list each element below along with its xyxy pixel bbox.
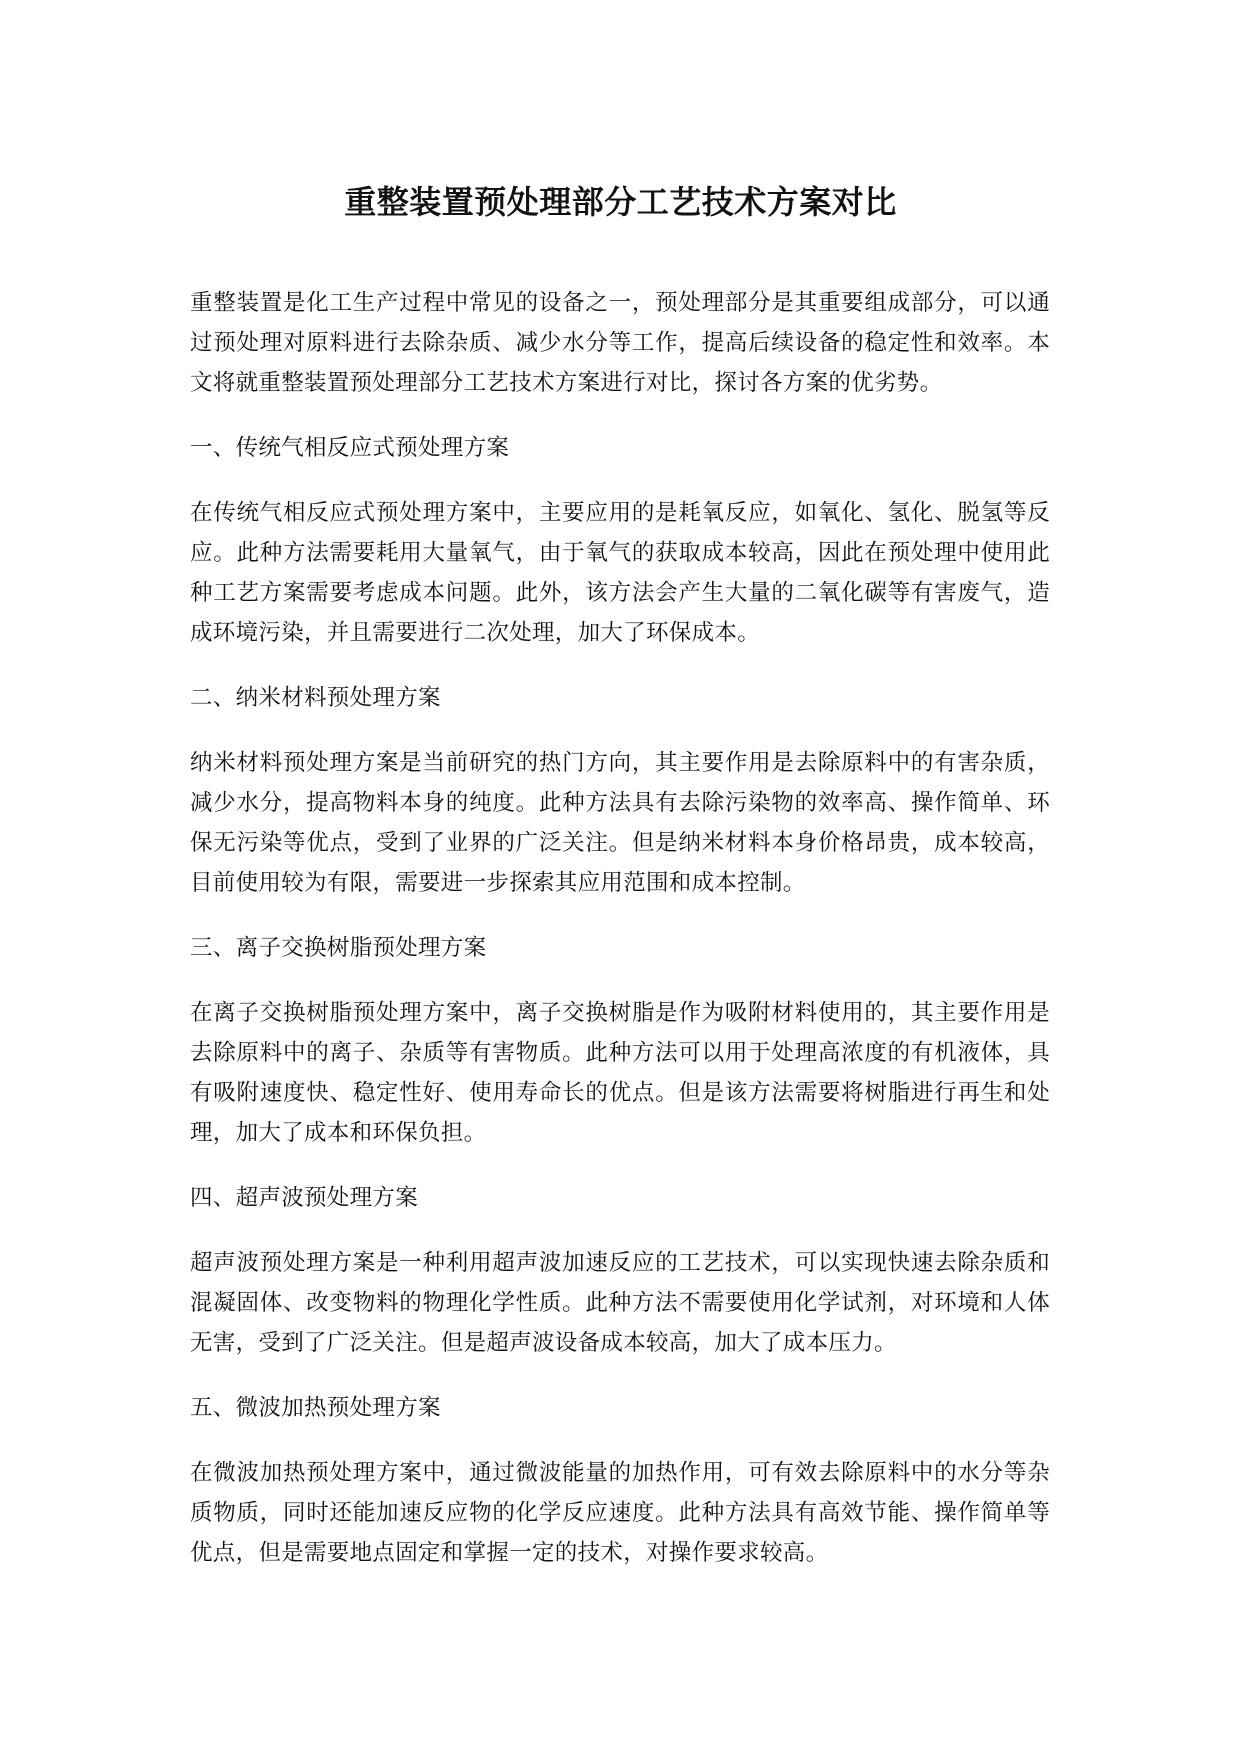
section-heading-2: 二、纳米材料预处理方案 xyxy=(190,685,441,711)
document-body xyxy=(190,283,1050,1598)
section-heading-1: 一、传统气相反应式预处理方案 xyxy=(190,435,510,461)
section-heading-3: 三、离子交换树脂预处理方案 xyxy=(190,935,487,961)
document-title: 重整装置预处理部分工艺技术方案对比 xyxy=(344,183,897,221)
intro-paragraph: 重整装置是化工生产过程中常见的设备之一，预处理部分是其重要组成部分，可以通过预处理对原料进行去除杂质、减少水分等工作，提高后续设备的稳定性和效率。本文将就重整装置预处理部分工艺技术方案进行对比，探讨各方案的优劣势。 xyxy=(190,290,1050,396)
section-body-1: 在传统气相反应式预处理方案中，主要应用的是耗氧反应，如氧化、氢化、脱氢等反应。此种方法需要耗用大量氧气，由于氧气的获取成本较高，因此在预处理中使用此种工艺方案需要考虑成本问题。此外，该方法会产生大量的二氧化碳等有害废气，造成环境污染，并且需要进行二次处理，加大了环保成本。 xyxy=(190,500,1050,646)
section-body-3: 在离子交换树脂预处理方案中，离子交换树脂是作为吸附材料使用的，其主要作用是去除原料中的离子、杂质等有害物质。此种方法可以用于处理高浓度的有机液体，具有吸附速度快、稳定性好、使用寿命长的优点。但是该方法需要将树脂进行再生和处理，加大了成本和环保负担。 xyxy=(190,1000,1050,1146)
section-heading-5: 五、微波加热预处理方案 xyxy=(190,1395,441,1421)
section-body-5: 在微波加热预处理方案中，通过微波能量的加热作用，可有效去除原料中的水分等杂质物质，同时还能加速反应物的化学反应速度。此种方法具有高效节能、操作简单等优点，但是需要地点固定和掌握一定的技术，对操作要求较高。 xyxy=(190,1460,1050,1566)
section-heading-4: 四、超声波预处理方案 xyxy=(190,1185,419,1211)
section-body-2: 纳米材料预处理方案是当前研究的热门方向，其主要作用是去除原料中的有害杂质，减少水分，提高物料本身的纯度。此种方法具有去除污染物的效率高、操作简单、环保无污染等优点，受到了业界的广泛关注。但是纳米材料本身价格昂贵，成本较高，目前使用较为有限，需要进一步探索其应用范围和成本控制。 xyxy=(190,750,1050,896)
section-body-4: 超声波预处理方案是一种利用超声波加速反应的工艺技术，可以实现快速去除杂质和混凝固体、改变物料的物理化学性质。此种方法不需要使用化学试剂，对环境和人体无害，受到了广泛关注。但是超声波设备成本较高，加大了成本压力。 xyxy=(190,1250,1050,1356)
